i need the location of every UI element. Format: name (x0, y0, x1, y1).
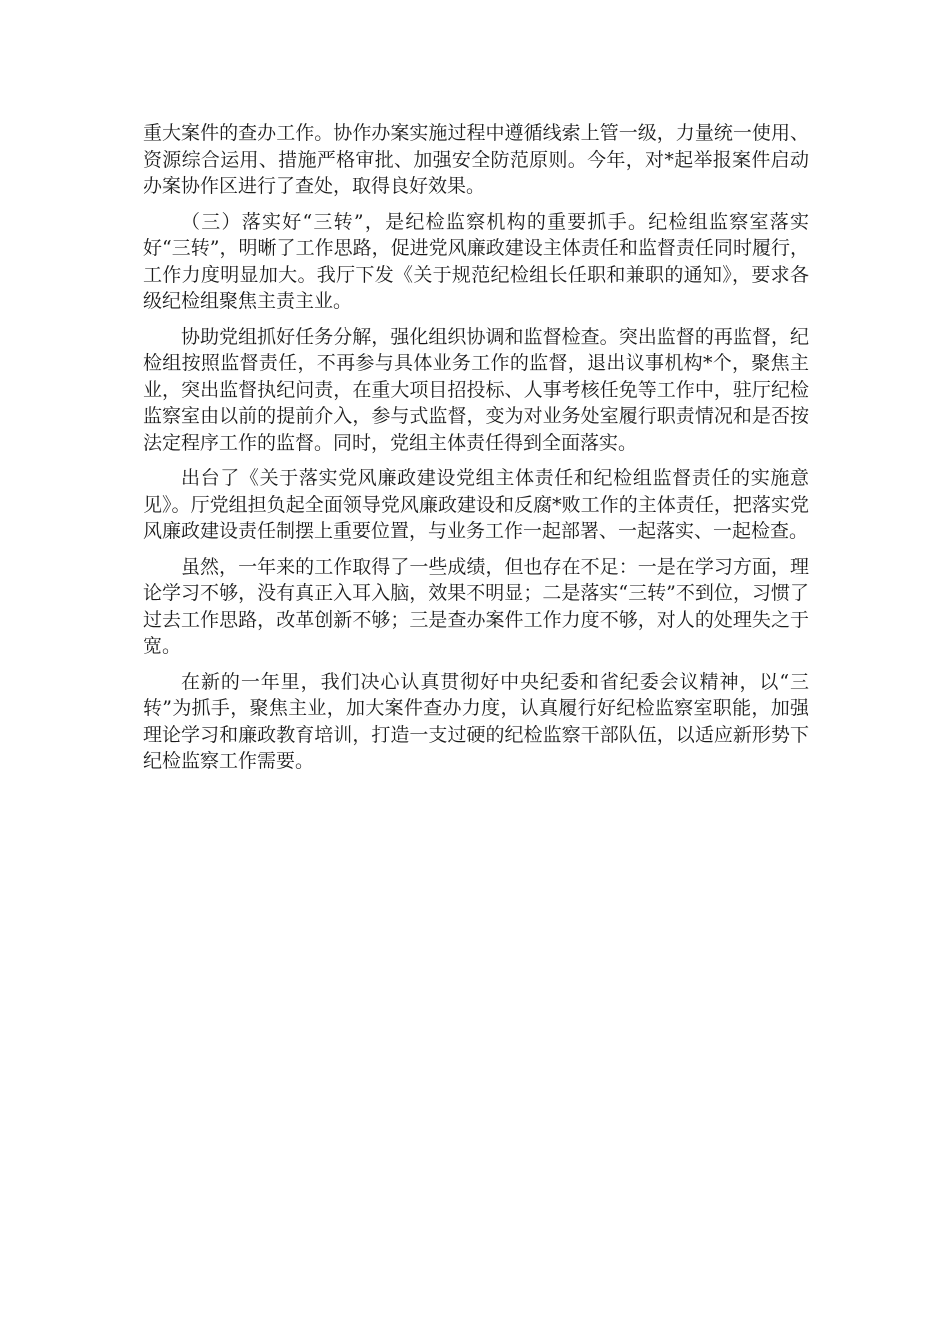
paragraph-3: 协助党组抓好任务分解，强化组织协调和监督检查。突出监督的再监督，纪检组按照监督责任，不再参与具体业务工作的监督，退出议事机构*个，聚焦主业，突出监督执纪问责，在重大项目招投标、人事考核任免等工作中，驻厅纪检监察室由以前的提前介入，参与式监督，变为对业务处室履行职责情况和是否按法定程序工作的监督。同时，党组主体责任得到全面落实。 (143, 325, 809, 454)
document-body (143, 120, 809, 784)
paragraph-1: 重大案件的查办工作。协作办案实施过程中遵循线索上管一级，力量统一使用、资源综合运用、措施严格审批、加强安全防范原则。今年，对*起举报案件启动办案协作区进行了查处，取得良好效果。 (143, 122, 809, 197)
paragraph-2: （三）落实好“三转”，是纪检监察机构的重要抓手。纪检组监察室落实好“三转”，明晰了工作思路，促进党风廉政建设主体责任和监督责任同时履行，工作力度明显加大。我厅下发《关于规范纪检组长任职和兼职的通知》，要求各级纪检组聚焦主责主业。 (143, 210, 809, 312)
paragraph-4: 出台了《关于落实党风廉政建设党组主体责任和纪检组监督责任的实施意见》。厅党组担负起全面领导党风廉政建设和反腐*败工作的主体责任，把落实党风廉政建设责任制摆上重要位置，与业务工作一起部署、一起落实、一起检查。 (143, 467, 809, 542)
paragraph-5: 虽然，一年来的工作取得了一些成绩，但也存在不足：一是在学习方面，理论学习不够，没有真正入耳入脑，效果不明显；二是落实“三转”不到位，习惯了过去工作思路，改革创新不够；三是查办案件工作力度不够，对人的处理失之于宽。 (143, 555, 809, 657)
paragraph-6: 在新的一年里，我们决心认真贯彻好中央纪委和省纪委会议精神，以“三转”为抓手，聚焦主业，加大案件查办力度，认真履行好纪检监察室职能，加强理论学习和廉政教育培训，打造一支过硬的纪检监察干部队伍，以适应新形势下纪检监察工作需要。 (143, 670, 809, 772)
